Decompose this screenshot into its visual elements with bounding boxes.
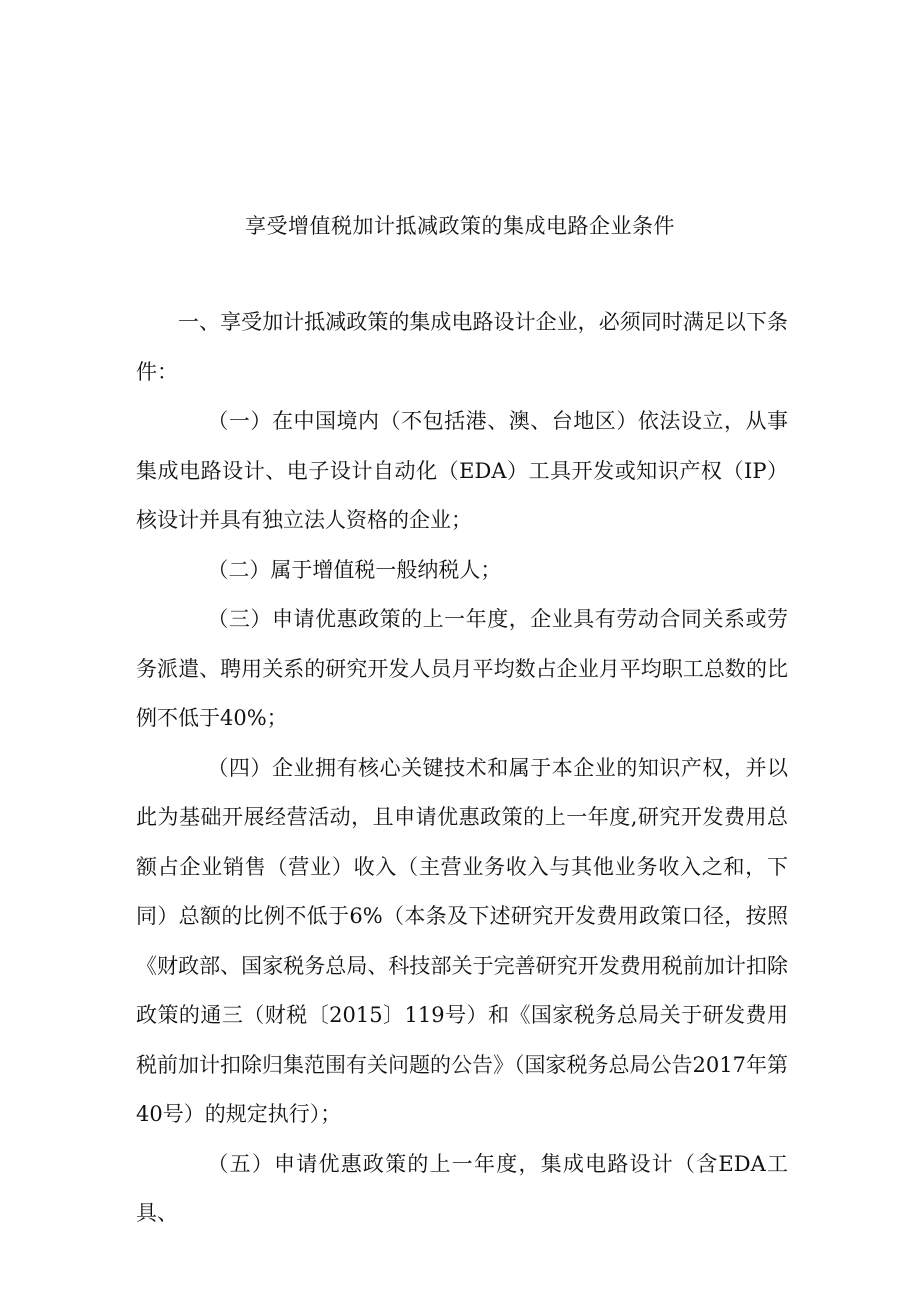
paragraph-1: 一、享受加计抵减政策的集成电路设计企业，必须同时满足以下条件： <box>136 310 788 384</box>
paragraph-3: （二）属于增值税一般纳税人； <box>207 557 502 582</box>
document-title: 享受增值税加计抵减政策的集成电路企业条件 <box>245 214 675 238</box>
paragraph-2: （一）在中国境内（不包括港、澳、台地区）依法设立，从事集成电路设计、电子设计自动化（EDA）工具开发或知识产权（IP）核设计并具有独立法人资格的企业； <box>136 409 788 532</box>
paragraph-5: （四）企业拥有核心关键技术和属于本企业的知识产权，并以此为基础开展经营活动，且申请优惠政策的上一年度,研究开发费用总额占企业销售（营业）收入（主营业务收入与其他业务收入之和，下同）总额的比例不低于6%（本条及下述研究开发费用政策口径，按照《财政部、国家税务总局、科技部关于完善研究开发费用税前加计扣除政策的通三（财税〔2015〕119号）和《国家税务总局关于研发费用税前加计扣除归集范围有关问题的公告》（国家税务总局公告2017年第40号）的规定执行）； <box>136 755 788 1126</box>
paragraph-6: （五）申请优惠政策的上一年度，集成电路设计（含EDA工具、 <box>136 1151 788 1225</box>
document-body <box>136 298 788 1239</box>
paragraph-4: （三）申请优惠政策的上一年度，企业具有劳动合同关系或劳务派遣、聘用关系的研究开发人员月平均数占企业月平均职工总数的比例不低于40%； <box>136 607 788 730</box>
